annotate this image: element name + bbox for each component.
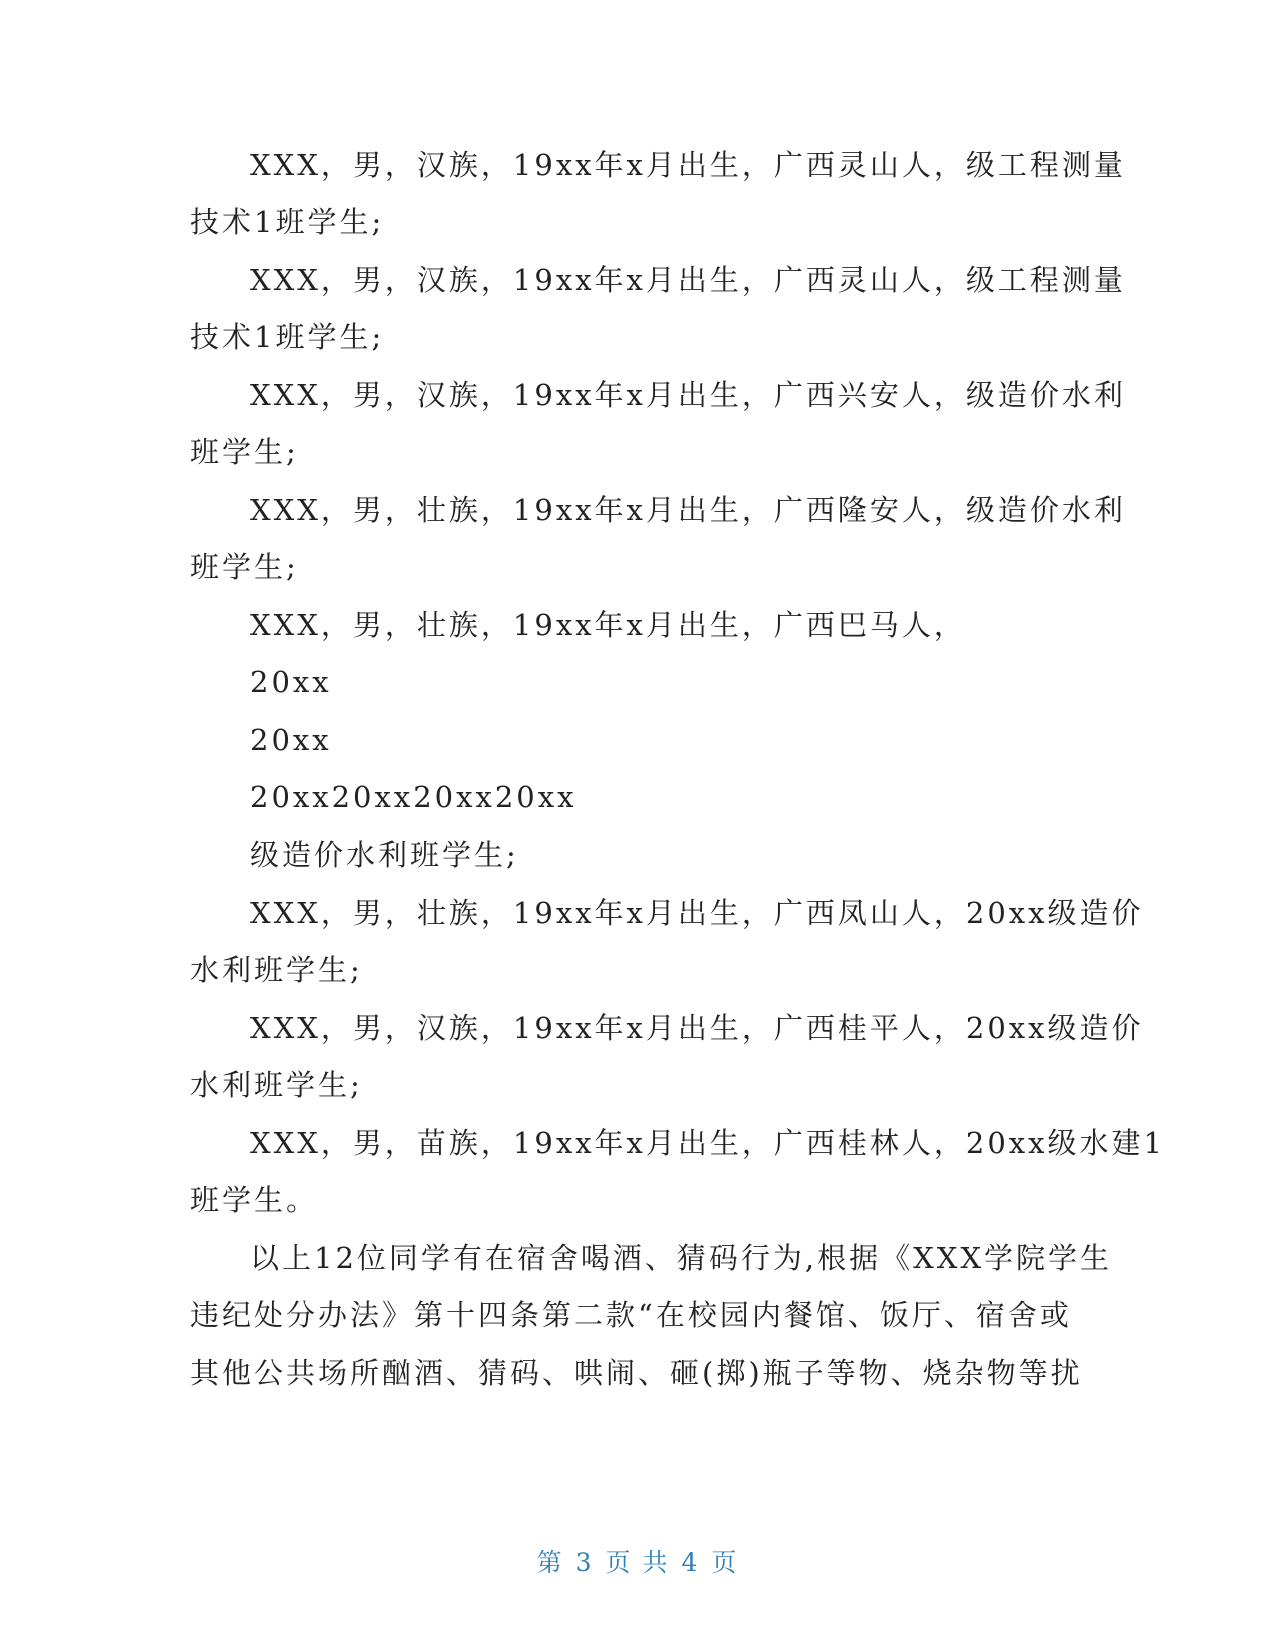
text-line: 技术1班学生; <box>190 320 385 354</box>
total-pages-number: 4 <box>681 1548 700 1577</box>
footer-middle: 页 共 <box>605 1548 670 1577</box>
text-line: XXX，男，壮族，19xx年x月出生，广西巴马人， <box>250 608 966 642</box>
text-line: 技术1班学生; <box>190 205 385 239</box>
text-line: 其他公共场所酗酒、猜码、哄闹、砸(掷)瓶子等物、烧杂物等扰 <box>190 1356 1083 1390</box>
text-line: XXX，男，壮族，19xx年x月出生，广西隆安人，级造价水利 <box>250 493 1126 527</box>
text-line: XXX，男，汉族，19xx年x月出生，广西灵山人，级工程测量 <box>250 263 1126 297</box>
text-line: 20xx <box>250 723 332 757</box>
page-footer <box>0 1543 1275 1579</box>
text-line: 级造价水利班学生; <box>250 838 519 872</box>
text-line: 班学生。 <box>190 1183 319 1217</box>
text-line: 20xx20xx20xx20xx <box>250 780 577 814</box>
text-line: 违纪处分办法》第十四条第二款“在校园内餐馆、饭厅、宿舍或 <box>190 1298 1072 1332</box>
text-line: XXX，男，汉族，19xx年x月出生，广西兴安人，级造价水利 <box>250 378 1126 412</box>
text-line: 班学生; <box>190 550 299 584</box>
text-line: XXX，男，苗族，19xx年x月出生，广西桂林人，20xx级水建1 <box>250 1126 1165 1160</box>
text-line: XXX，男，汉族，19xx年x月出生，广西桂平人，20xx级造价 <box>250 1011 1144 1045</box>
text-line: XXX，男，汉族，19xx年x月出生，广西灵山人，级工程测量 <box>250 148 1126 182</box>
footer-suffix: 页 <box>711 1548 739 1577</box>
text-line: 班学生; <box>190 435 299 469</box>
text-line: 20xx <box>250 665 332 699</box>
footer-prefix: 第 <box>536 1548 564 1577</box>
text-line: XXX，男，壮族，19xx年x月出生，广西凤山人，20xx级造价 <box>250 896 1144 930</box>
text-line: 水利班学生; <box>190 1068 363 1102</box>
current-page-number: 3 <box>575 1548 594 1577</box>
text-line: 以上12位同学有在宿舍喝酒、猜码行为,根据《XXX学院学生 <box>250 1241 1113 1275</box>
text-line: 水利班学生; <box>190 953 363 987</box>
